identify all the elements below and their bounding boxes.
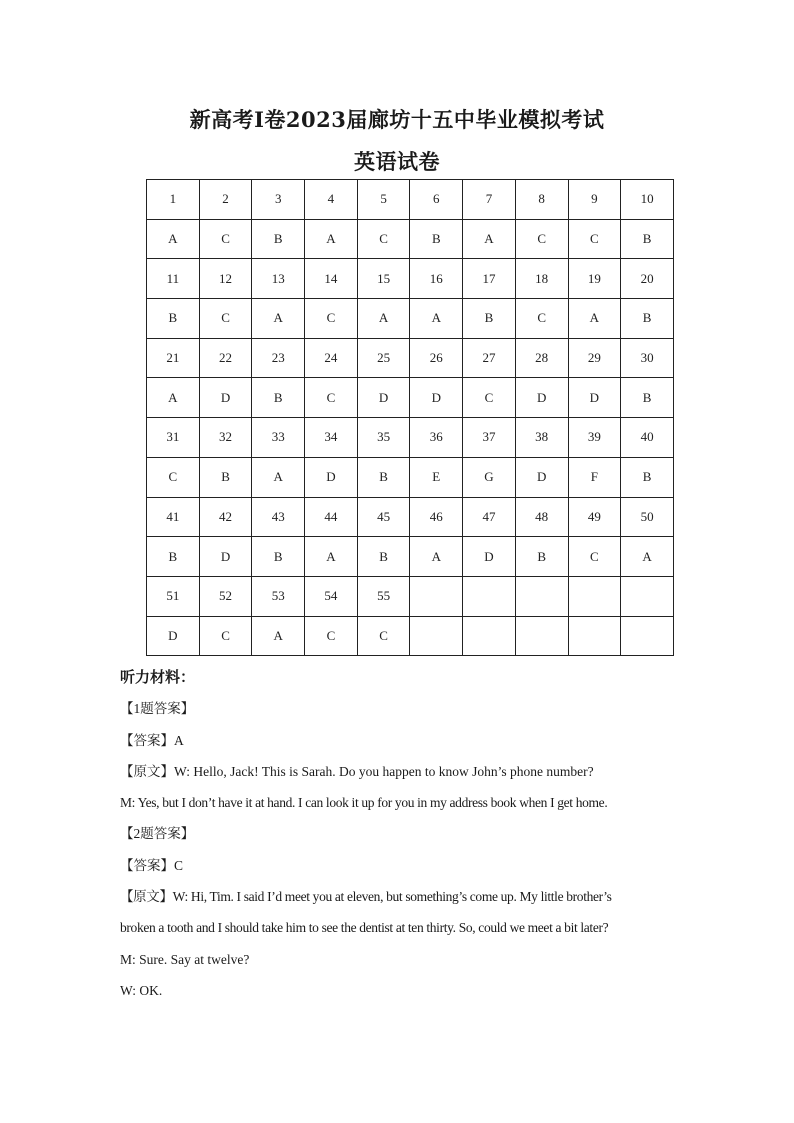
answer-cell: C (305, 378, 358, 418)
question-number-cell: 50 (621, 497, 674, 537)
question-number-cell: 2 (199, 180, 252, 220)
question-number-cell: 34 (305, 418, 358, 458)
answer-cell: B (515, 537, 568, 577)
answer-cell: D (410, 378, 463, 418)
question-number-cell: 52 (199, 576, 252, 616)
answer-cell: C (199, 616, 252, 656)
question-number-cell: 26 (410, 338, 463, 378)
question-number-cell: 53 (252, 576, 305, 616)
question-number-cell: 24 (305, 338, 358, 378)
answer-table (146, 179, 674, 656)
question-number-cell: 27 (463, 338, 516, 378)
answer-cell: D (357, 378, 410, 418)
question-number-cell: 28 (515, 338, 568, 378)
question-number-cell: 19 (568, 259, 621, 299)
answer-cell: B (147, 299, 200, 339)
section-title: 听力材料： (120, 668, 196, 686)
question-number-cell: 46 (410, 497, 463, 537)
transcript-line: M: Yes, but I don’t have it at hand. I can look it up for you in my address book when I get home. (120, 795, 608, 811)
answer-cell: B (621, 219, 674, 259)
question-number-cell: 23 (252, 338, 305, 378)
question-number-row (147, 497, 674, 537)
answer-cell: C (568, 537, 621, 577)
question-number-cell: 22 (199, 338, 252, 378)
answer-cell: D (463, 537, 516, 577)
question-number-cell: 20 (621, 259, 674, 299)
question-number-cell: 15 (357, 259, 410, 299)
answer-cell: B (621, 299, 674, 339)
answer-row (147, 457, 674, 497)
question-number-cell (568, 576, 621, 616)
question-number-cell: 9 (568, 180, 621, 220)
answer-cell: A (568, 299, 621, 339)
question-number-cell: 21 (147, 338, 200, 378)
answer-cell: B (357, 457, 410, 497)
question-heading: 【2题答案】 (120, 826, 195, 842)
question-number-cell: 48 (515, 497, 568, 537)
transcript-line: W: OK. (120, 982, 163, 998)
answer-cell: F (568, 457, 621, 497)
answer-line: 【答案】C (120, 857, 184, 873)
question-number-cell: 55 (357, 576, 410, 616)
question-number-cell: 33 (252, 418, 305, 458)
question-number-row (147, 180, 674, 220)
answer-cell: A (410, 537, 463, 577)
answer-row (147, 378, 674, 418)
answer-row (147, 537, 674, 577)
question-number-cell: 43 (252, 497, 305, 537)
question-number-cell: 49 (568, 497, 621, 537)
question-number-cell: 38 (515, 418, 568, 458)
page-subtitle: 英语试卷 (354, 149, 440, 174)
question-number-cell: 1 (147, 180, 200, 220)
transcript-line: 【原文】W: Hello, Jack! This is Sarah. Do you happen to know John’s phone number? (120, 763, 594, 779)
question-number-cell (621, 576, 674, 616)
answer-cell: B (357, 537, 410, 577)
question-number-cell: 37 (463, 418, 516, 458)
question-number-cell: 42 (199, 497, 252, 537)
answer-cell: C (199, 299, 252, 339)
answer-cell: D (515, 378, 568, 418)
question-number-row (147, 576, 674, 616)
answer-cell: A (252, 616, 305, 656)
question-number-cell: 10 (621, 180, 674, 220)
question-number-cell: 13 (252, 259, 305, 299)
question-number-cell: 35 (357, 418, 410, 458)
question-number-cell: 14 (305, 259, 358, 299)
transcript-line: 【原文】W: Hi, Tim. I said I’d meet you at eleven, but something’s come up. My little brother’s (120, 889, 612, 905)
answer-cell: B (621, 457, 674, 497)
question-number-cell: 4 (305, 180, 358, 220)
question-number-cell: 51 (147, 576, 200, 616)
answer-cell: A (410, 299, 463, 339)
question-number-cell: 54 (305, 576, 358, 616)
answer-cell: D (199, 537, 252, 577)
answer-cell: E (410, 457, 463, 497)
listening-material (120, 662, 690, 1006)
answer-cell: C (147, 457, 200, 497)
question-number-row (147, 259, 674, 299)
answer-cell: C (515, 219, 568, 259)
answer-cell: B (410, 219, 463, 259)
question-number-row (147, 418, 674, 458)
answer-cell: C (357, 616, 410, 656)
question-number-cell: 8 (515, 180, 568, 220)
question-number-cell: 25 (357, 338, 410, 378)
answer-cell: D (515, 457, 568, 497)
answer-cell: D (305, 457, 358, 497)
question-number-cell (463, 576, 516, 616)
answer-cell: D (568, 378, 621, 418)
answer-cell: C (568, 219, 621, 259)
answer-cell: D (147, 616, 200, 656)
page-title: 新高考Ⅰ卷2023届廊坊十五中毕业模拟考试 (189, 107, 605, 132)
answer-cell: A (357, 299, 410, 339)
question-number-row (147, 338, 674, 378)
answer-cell: A (147, 219, 200, 259)
answer-cell: A (252, 299, 305, 339)
question-number-cell: 31 (147, 418, 200, 458)
question-number-cell: 12 (199, 259, 252, 299)
question-number-cell: 18 (515, 259, 568, 299)
transcript-line: M: Sure. Say at twelve? (120, 951, 250, 967)
question-number-cell: 17 (463, 259, 516, 299)
question-number-cell: 45 (357, 497, 410, 537)
answer-cell: B (463, 299, 516, 339)
answer-cell: B (621, 378, 674, 418)
question-number-cell: 36 (410, 418, 463, 458)
question-number-cell: 39 (568, 418, 621, 458)
question-number-cell: 3 (252, 180, 305, 220)
answer-cell: A (305, 537, 358, 577)
question-number-cell (515, 576, 568, 616)
question-number-cell: 40 (621, 418, 674, 458)
answer-line: 【答案】A (120, 732, 184, 748)
answer-cell: C (463, 378, 516, 418)
answer-cell: B (199, 457, 252, 497)
question-number-cell: 41 (147, 497, 200, 537)
question-number-cell: 29 (568, 338, 621, 378)
answer-cell: A (252, 457, 305, 497)
answer-cell: C (357, 219, 410, 259)
answer-cell: B (252, 219, 305, 259)
answer-cell: A (147, 378, 200, 418)
answer-cell: C (305, 299, 358, 339)
question-number-cell: 6 (410, 180, 463, 220)
question-number-cell: 32 (199, 418, 252, 458)
question-number-cell: 47 (463, 497, 516, 537)
question-number-cell (410, 576, 463, 616)
answer-row (147, 299, 674, 339)
answer-cell (463, 616, 516, 656)
answer-cell: A (305, 219, 358, 259)
question-heading: 【1题答案】 (120, 701, 195, 717)
answer-cell: G (463, 457, 516, 497)
answer-cell (515, 616, 568, 656)
answer-cell: D (199, 378, 252, 418)
answer-cell (568, 616, 621, 656)
question-number-cell: 44 (305, 497, 358, 537)
answer-cell: B (147, 537, 200, 577)
question-number-cell: 30 (621, 338, 674, 378)
question-number-cell: 11 (147, 259, 200, 299)
answer-cell: A (621, 537, 674, 577)
answer-row (147, 219, 674, 259)
answer-cell: C (515, 299, 568, 339)
answer-cell: C (199, 219, 252, 259)
question-number-cell: 5 (357, 180, 410, 220)
answer-cell: B (252, 537, 305, 577)
answer-cell: B (252, 378, 305, 418)
answer-cell (410, 616, 463, 656)
answer-cell: C (305, 616, 358, 656)
answer-cell: A (463, 219, 516, 259)
question-number-cell: 7 (463, 180, 516, 220)
answer-row (147, 616, 674, 656)
question-number-cell: 16 (410, 259, 463, 299)
transcript-line: broken a tooth and I should take him to see the dentist at ten thirty. So, could we meet a bit later? (120, 920, 609, 936)
answer-cell (621, 616, 674, 656)
